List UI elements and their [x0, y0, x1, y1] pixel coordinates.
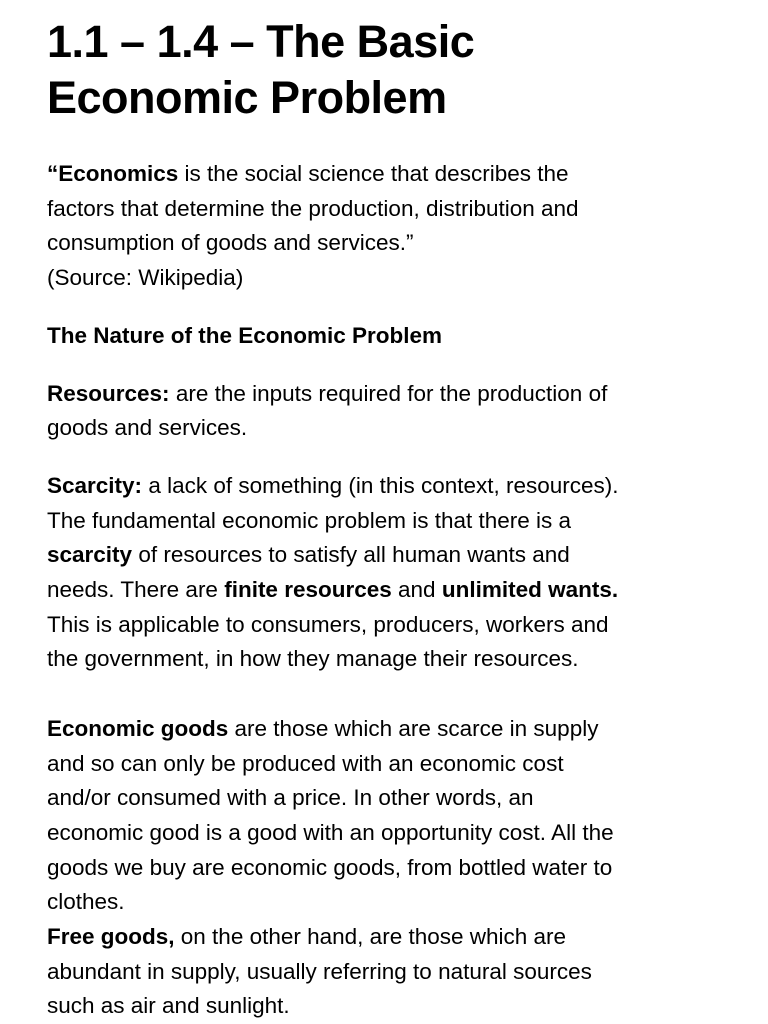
scarcity-line: Scarcity: a lack of something (in this context, resources). [47, 472, 619, 498]
economic-goods-line: economic good is a good with an opportunity cost. All the [47, 819, 614, 845]
definition-open-quote: “ [47, 161, 59, 186]
definition-line: “Economics is the social science that describes the [47, 161, 569, 186]
free-goods-term: Free goods, [47, 924, 175, 950]
scarcity-line: The fundamental economic problem is that there is a [47, 507, 572, 533]
page-title-line-1: 1.1 – 1.4 – The Basic [47, 16, 475, 67]
resources-line: Resources: are the inputs required for the production of [47, 380, 608, 406]
document-page [47, 14, 747, 1024]
economic-goods-line: goods we buy are economic goods, from bottled water to [47, 854, 613, 880]
economic-goods-line: and so can only be produced with an economic cost [47, 750, 564, 776]
scarcity-line: This is applicable to consumers, producers, workers and [47, 611, 609, 637]
definition-line: factors that determine the production, distribution and [47, 195, 579, 221]
economic-goods-line: and/or consumed with a price. In other words, an [47, 785, 534, 811]
economic-goods-paragraph [47, 712, 747, 920]
free-goods-line: Free goods, on the other hand, are those which are [47, 924, 567, 950]
economics-definition [47, 157, 747, 296]
scarcity-line: the government, in how they manage their resources. [47, 646, 579, 672]
page-title [47, 14, 747, 126]
unlimited-wants-term: unlimited wants. [441, 577, 619, 603]
resources-paragraph [47, 377, 747, 446]
economic-goods-line: Economic goods are those which are scarce in supply [47, 715, 599, 741]
scarcity-term: Scarcity: [47, 472, 143, 498]
free-goods-paragraph [47, 920, 747, 1024]
economic-goods-line: clothes. [47, 889, 125, 915]
scarcity-line: scarcity of resources to satisfy all human wants and [47, 542, 570, 568]
definition-term: Economics [58, 161, 179, 186]
definition-line: consumption of goods and services.” [47, 230, 414, 256]
resources-term: Resources: [47, 380, 170, 406]
free-goods-line: abundant in supply, usually referring to natural sources [47, 958, 592, 984]
definition-source: (Source: Wikipedia) [47, 265, 244, 291]
free-goods-line: such as air and sunlight. [47, 993, 290, 1019]
scarcity-emphasis: scarcity [47, 542, 133, 568]
finite-resources-term: finite resources [224, 577, 392, 603]
economic-goods-term: Economic goods [47, 715, 229, 741]
resources-line: goods and services. [47, 415, 248, 441]
scarcity-paragraph [47, 469, 747, 677]
scarcity-line: needs. There are finite resources and unlimited wants. [47, 577, 619, 603]
page-title-line-2: Economic Problem [47, 72, 447, 123]
section-heading: The Nature of the Economic Problem [47, 322, 443, 348]
